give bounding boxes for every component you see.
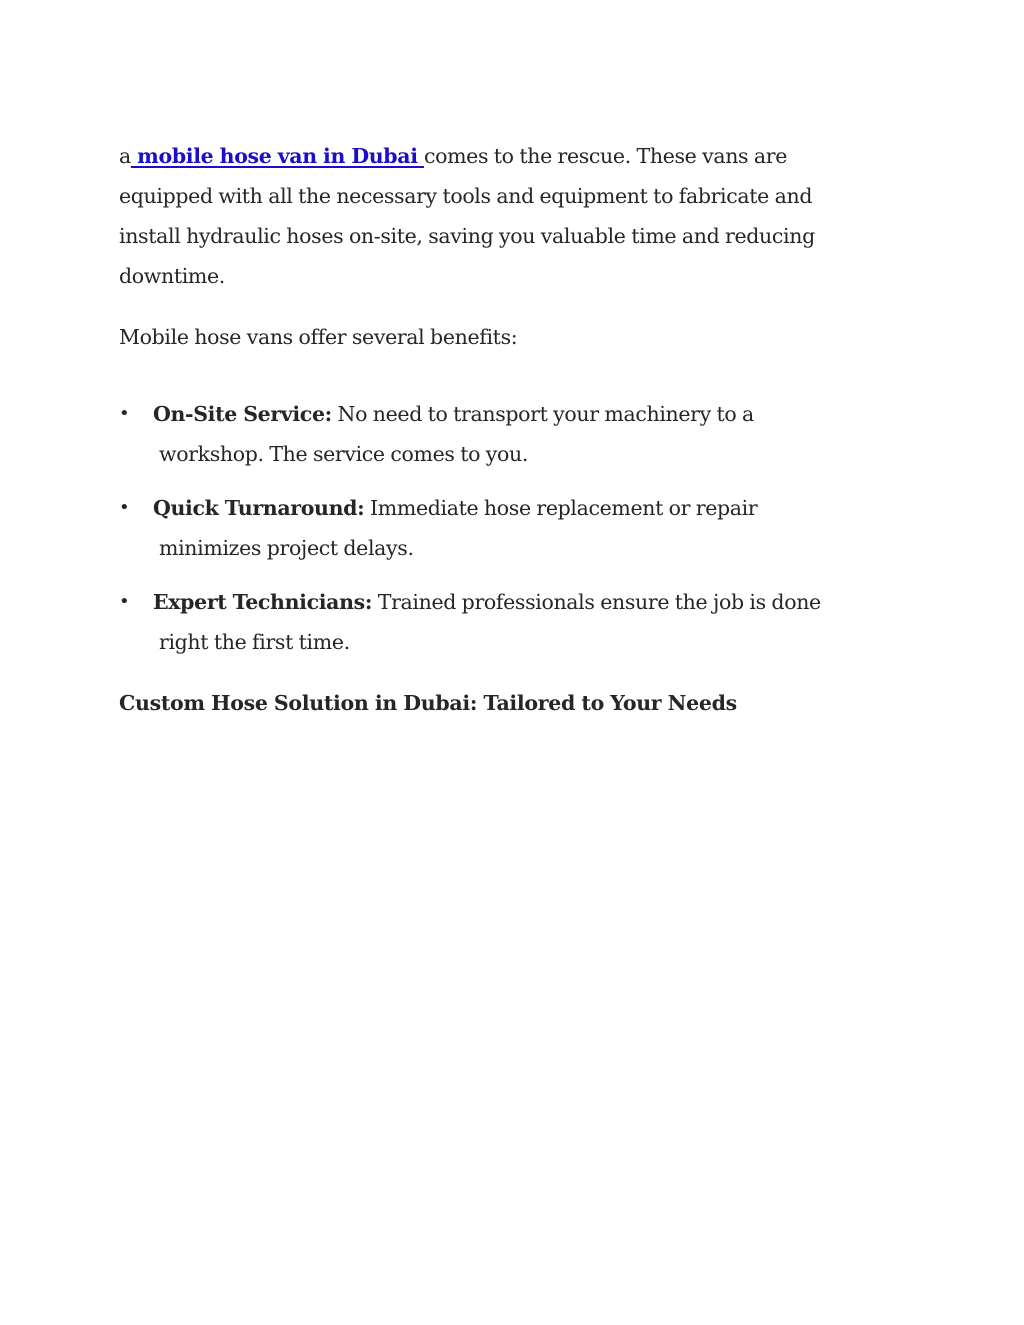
intro-line-3: install hydraulic hoses on-site, saving you valuable time and reducing [119,224,815,248]
document-page [119,136,879,723]
intro-prefix: a [119,144,131,168]
bullet-icon: • [119,497,130,518]
benefit-line-2: minimizes project delays. [159,536,414,560]
section-heading: Custom Hose Solution in Dubai: Tailored to Your Needs [119,691,737,715]
benefit-line-1-text: Immediate hose replacement or repair [364,496,758,520]
benefit-line-2: right the first time. [159,630,350,654]
benefits-intro: Mobile hose vans offer several benefits: [119,325,518,349]
intro-line-1-rest: comes to the rescue. These vans are [423,144,787,168]
benefit-line-1-text: Trained professionals ensure the job is done [372,590,821,614]
benefit-title: On-Site Service: [153,402,332,426]
benefit-title: Quick Turnaround: [153,496,365,520]
intro-line-1 [119,136,879,176]
benefit-line-1 [153,582,879,622]
bullet-icon: • [119,403,130,424]
intro-paragraph [119,136,879,296]
bullet-icon: • [119,591,130,612]
list-item [119,394,879,474]
benefit-line-1-text: No need to transport your machinery to a [331,402,754,426]
list-item [119,582,879,662]
mobile-hose-van-link[interactable]: mobile hose van in Dubai [130,144,424,168]
benefits-list [119,394,879,662]
intro-line-2: equipped with all the necessary tools and equipment to fabricate and [119,184,813,208]
benefit-line-1 [153,394,879,434]
benefit-line-1 [153,488,879,528]
list-item [119,488,879,568]
benefit-line-2: workshop. The service comes to you. [159,442,528,466]
intro-line-4: downtime. [119,264,225,288]
benefit-title: Expert Technicians: [153,590,373,614]
